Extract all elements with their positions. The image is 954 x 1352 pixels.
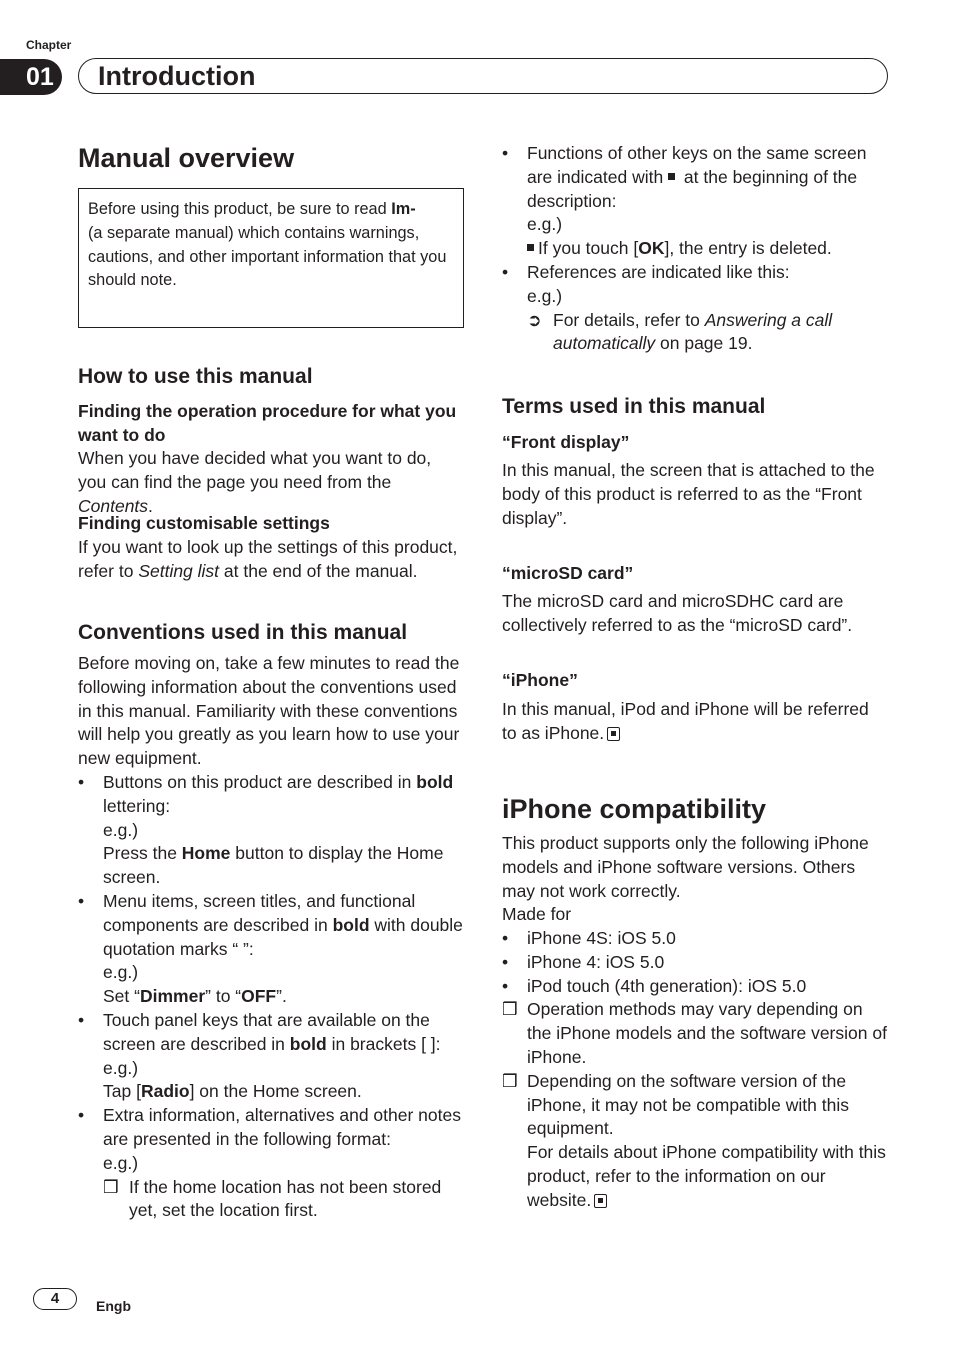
iphone-term-title: “iPhone”	[502, 670, 578, 690]
list-item: • Menu items, screen titles, and functional components are described in bold with double quotation marks “ ”: e.g.) Set “Dimmer” to “OFF”.	[78, 890, 463, 1007]
note-text: Before using this product, be sure to read	[88, 200, 392, 218]
finding-procedure-title: Finding the operation procedure for what you want to do	[78, 401, 457, 445]
iphone-compat-title: iPhone compatibility	[502, 794, 767, 824]
how-to-use-title: How to use this manual	[78, 365, 313, 388]
square-bullet-icon	[527, 244, 534, 251]
checkbox-note-icon: ❒	[502, 1070, 518, 1091]
custom-settings-text: If you want to look up the settings of this product, refer to Setting list at the end of the manual.	[78, 537, 458, 581]
custom-settings-title: Finding customisable settings	[78, 513, 330, 533]
conventions-intro: Before moving on, take a few minutes to read the following information about the conventions used in this manual. Familiarity with these conventions will help you greatly as you learn how to use your new equipment.	[78, 653, 460, 769]
manual-overview-title: Manual overview	[78, 143, 295, 173]
finding-procedure-text: When you have decided what you want to do, you can find the page you need from the Contents.	[78, 448, 432, 516]
list-item: • iPod touch (4th generation): iOS 5.0	[502, 975, 807, 996]
note-bold-a: Im-	[391, 200, 416, 218]
checkbox-note-icon: ❒	[103, 1176, 119, 1197]
iphone-models-list	[502, 927, 890, 1213]
list-item: • iPhone 4: iOS 5.0	[502, 951, 665, 972]
microsd-title: “microSD card”	[502, 563, 634, 583]
iphone-compat-intro: This product supports only the following iPhone models and iPhone software versions. Others may not work correctly.	[502, 833, 869, 901]
list-item: • References are indicated like this: e.g.) ➲ For details, refer to Answering a call automatically on page 19.	[502, 261, 833, 354]
list-item: ❒ Operation methods may vary depending on the iPhone models and the software version of iPhone.	[502, 999, 887, 1067]
chapter-number: 01	[0, 59, 62, 95]
list-item: ❒ Depending on the software version of the iPhone, it may not be compatible with this equipment. For details about iPhone compatibility with this product, refer to the information on our website.	[502, 1070, 886, 1210]
list-item: • Touch panel keys that are available on the screen are described in bold in brackets [ ]: e.g.) Tap [Radio] on the Home screen.	[78, 1009, 441, 1102]
important-note-box	[78, 188, 464, 328]
front-display-title: “Front display”	[502, 432, 630, 452]
conventions-title: Conventions used in this manual	[78, 621, 408, 644]
conventions-list	[78, 771, 464, 1223]
note-text-end: (a separate manual) which contains warnings, cautions, and other important information that you should note.	[88, 223, 447, 290]
page-number: 4	[33, 1288, 77, 1310]
language-code: Engb	[96, 1298, 131, 1314]
end-mark-icon	[594, 1194, 607, 1208]
microsd-text: The microSD card and microSDHC card are collectively referred to as the “microSD card”.	[502, 591, 853, 635]
list-item: • Functions of other keys on the same screen are indicated with at the beginning of the description: e.g.) If you touch [OK], the entry is deleted.	[502, 143, 867, 259]
chapter-title: Introduction	[98, 61, 256, 91]
front-display-text: In this manual, the screen that is attached to the body of this product is referred to as the “Front display”.	[502, 460, 875, 528]
list-item: • Buttons on this product are described in bold lettering: e.g.) Press the Home button to display the Home screen.	[78, 772, 454, 888]
made-for-label: Made for	[502, 904, 572, 924]
list-item: • Extra information, alternatives and other notes are presented in the following format: e.g.) ❒ If the home location has not been stored yet, set the location first.	[78, 1105, 461, 1221]
end-mark-icon	[607, 727, 620, 741]
reference-arrow-icon: ➲	[527, 309, 542, 330]
square-bullet-icon	[668, 173, 675, 180]
list-item: • iPhone 4S: iOS 5.0	[502, 928, 676, 948]
checkbox-note-icon: ❒	[502, 999, 518, 1020]
iphone-term-text: In this manual, iPod and iPhone will be referred to as iPhone.	[502, 699, 869, 743]
terms-title: Terms used in this manual	[502, 395, 766, 418]
chapter-label: Chapter	[26, 38, 72, 52]
conventions-list-continued	[502, 142, 890, 356]
